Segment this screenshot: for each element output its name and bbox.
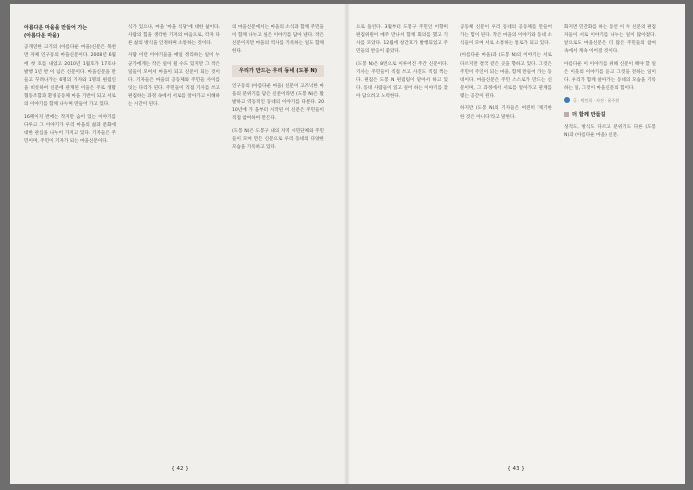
right-column-1 [356,24,448,444]
right-column-3 [564,24,656,444]
paragraph: 의 마을신문에서는 마을의 소식과 함께 주민들이 함께 나누고 싶은 이야기를 담아 낸다. 작은 신문이지만 마을의 역사를 기록하는 일도 함께한다. [232,25,324,55]
book-gutter-shadow [344,4,350,484]
right-column-2 [460,24,552,444]
left-column-3 [232,24,324,444]
paragraph: (도봉 N)은 8면으로 이루어진 주간 신문이다. 기사는 주민들이 직접 쓰고 사진도 직접 찍는다. 편집은 도봉 N 편집팀이 맡아서 하고 있다. 동네 사람들이 읽고 싶어 하는 이야기를 찾아 담으려고 노력한다. [356,61,448,100]
paragraph: 공개연한 크기의 (아름다운 마을)신문은 목천면 자체 인구동의 마을신문이다. 2008년 6월에 첫 호를 내었고 2010년 1월호가 17호나 발행 1년 반 이 넘은 신문이다. 마을신문을 만들고 꾸려나가는 6명의 기자와 1명의 편집인을 비롯하여 신문에 관계된 이들은 주로 생활협동조합과 환경공동체 마을 기반이 되고 서로의 이야기를 함께 나누며 만들어 가고 있다. [24,45,116,108]
page-number-right: { 43 } [507,466,525,472]
article-heading: 아름다운 마을을 만들어 가는 [24,25,88,31]
paragraph: 화지면 민간화를 하는 동안 이 두 신문의 편집자들이 서로 이야기를 나누는 일이 많아졌다. 앞으로도 마을신문은 더 많은 주민들의 참여 속에서 계속 이어질 것이다. [564,25,656,55]
paragraph: 성격도, 방식도 다르고 분위기도 다른 (도봉 N)과 (아름다운 마을) 신문. [564,124,656,138]
paragraph: (도봉 N)은 도봉구 내의 지역 시민단체와 주민들이 모여 만든 신문으로 우리 동네의 다양한 모습을 기록하고 있다. [232,128,324,150]
paragraph: 하지만 (도봉 N)의 기자들은 여전히 '제기한 한 것은 아니다'라고 말한다. [460,106,552,120]
author-credit: 글 · 박인희 · 사진 · 윤주원 [564,97,656,105]
article-subheading: (아름다운 마을) [24,33,60,40]
paragraph: 식가 있으나, 마을 '마을 식당'에 대한 삶이다. 사람의 힘을 생각한 기자의 마음으로, 각자 다른 삶의 방식을 인정하며 소통하는 것이다. [128,25,220,47]
right-page [348,4,685,484]
section-title-bar: 우리가 만드는 우리 동네 (도봉 N) [232,65,324,77]
paragraph: 아름다운 이 이야기를 위해 신문이 해야 할 일은 이웃의 이야기를 듣고 그것을 전하는 일이다. 우리가 함께 살아가는 동네의 모습을 기록하는 일, 그것이 마을신문의 힘이다. [564,61,656,92]
paragraph: 16페이지 반에는 작지만 숨어 있는 이야기를 다루고 그 이야기가 우리 마을의 삶과 문화에 대한 관심을 나누어 가지고 있다. 기자들은 주민이며, 주민이 기자가 되는 마을신문이다. [24,114,116,145]
paragraph: 사람 이런 이야기들을 매일 정리하는 일이 누군가에게는 작은 일이 될 수도 있지만 그 작은 일들이 모여서 마을이 되고 신문이 되는 것이다. 기자들은 마을의 공동체와 주민들 사이를 잇는 다리가 된다. 주민들이 직접 기사를 쓰고 편집하는 과정 속에서 서로를 알아가고 이해하는 시간이 된다. [128,53,220,108]
book-spread [10,4,685,484]
left-page [10,4,347,484]
paragraph: (아름다운 마을)과 (도봉 N)의 이야기는 서로 다르지만 결국 같은 곳을 향하고 있다. 그것은 주민이 주인이 되는 마을, 함께 만들어 가는 동네이다. 마을신문은 주민 스스로가 만드는 신문이며, 그 과정에서 서로를 알아가고 관계를 맺는 공간이 된다. [460,53,552,100]
paragraph: 공동체 신문이 우리 동네의 공동체를 만들어 가는 힘이 된다. 작은 마을의 이야기와 동네 소식들이 모여 서로 소통하는 통로가 되고 있다. [460,25,552,47]
paragraph: 인구동의 (아름다운 마을) 신문이 고즈넉한 마을의 분위기를 담은 신문이라면 (도봉 N)은 활발하고 역동적인 동네의 이야기를 다룬다. 2010년에 가 을부터 시작된 이 신문은 주민들이 직접 참여하여 만든다. [232,83,324,122]
paragraph: 으로 돌린다. 3월부터 도봉구 주민인 이향미 편집위원이 매주 만나서 함께 회의를 했고 기사를 모았다. 12월에 창간호가 발행되었고 주민들의 반응이 좋았다. [356,25,448,55]
left-column-2 [128,24,220,444]
page-number-left: { 42 } [171,466,189,472]
closing-heading: 더 함께 만들길 [564,111,656,119]
left-column-1 [24,24,116,444]
